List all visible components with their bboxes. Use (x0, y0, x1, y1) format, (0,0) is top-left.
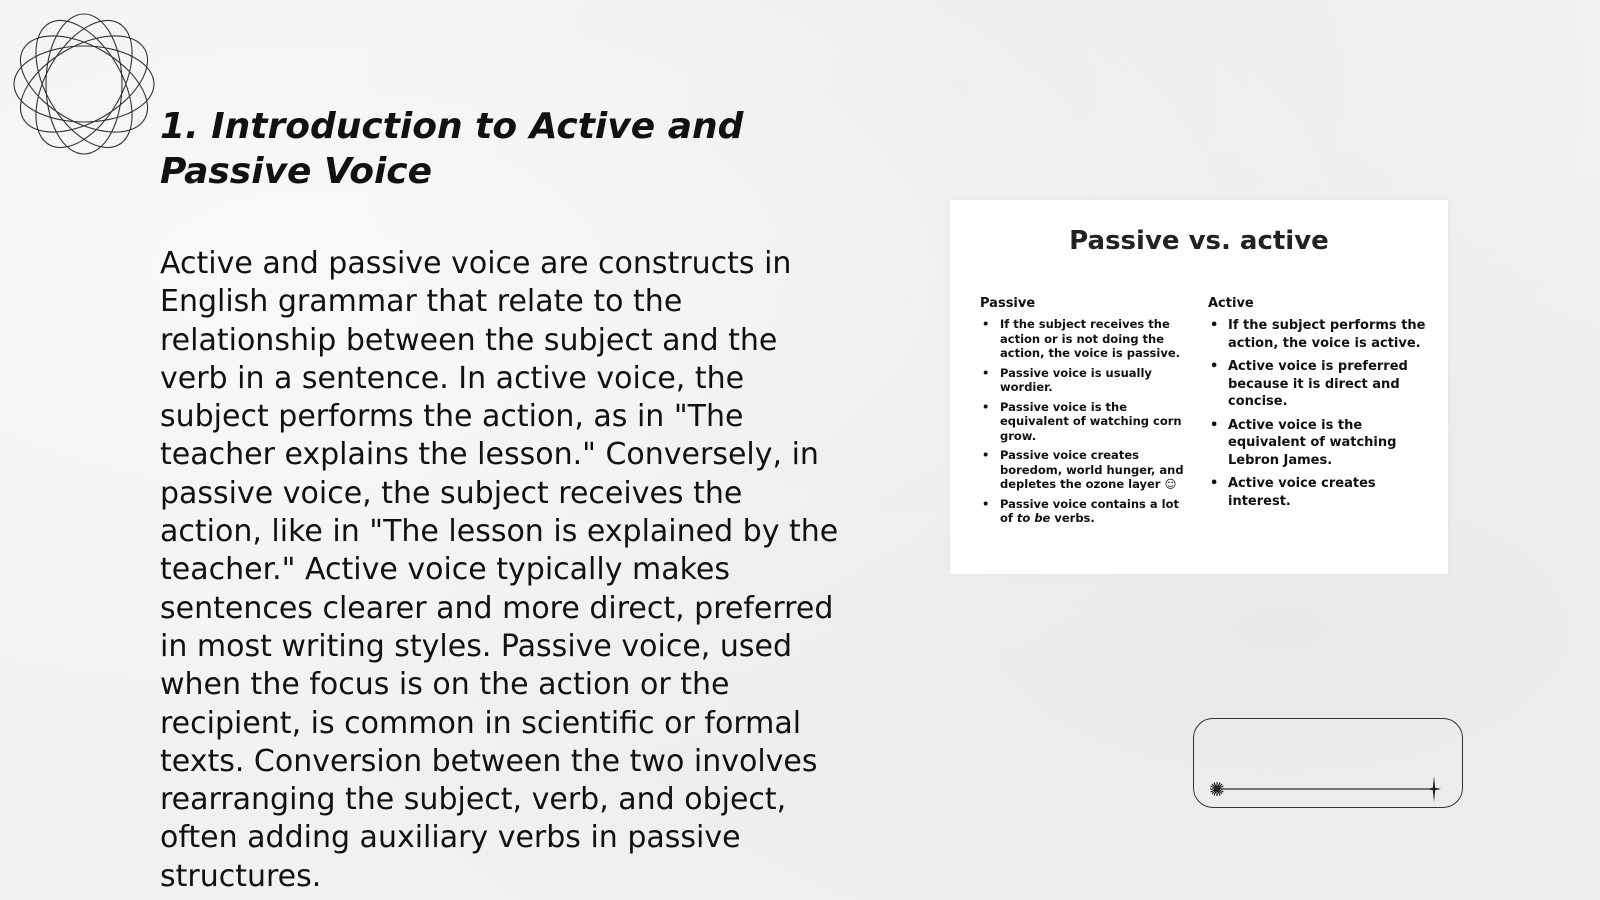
passive-list (980, 317, 1195, 526)
passive-item: • Passive voice creates boredom, world hunger, and depletes the ozone layer ☺ (980, 448, 1195, 492)
passive-item: • Passive voice is the equivalent of watching corn grow. (980, 400, 1195, 444)
active-column (1208, 296, 1433, 516)
progress-track (1194, 719, 1464, 809)
active-list (1208, 317, 1433, 510)
page-title: 1. Introduction to Active and Passive Voice (160, 106, 744, 192)
passive-column (980, 296, 1195, 531)
active-item: • Active voice creates interest. (1208, 475, 1433, 510)
passive-item: • Passive voice is usually wordier. (980, 366, 1195, 395)
body-paragraph: Active and passive voice are constructs in English grammar that relate to the relationship between the subject and the verb in a sentence. In active voice, the subject performs the action, as in "The teacher explains the lesson." Conversely, in passive voice, the subject receives the action, like in "The lesson is explained by the teacher." Active voice typically makes sentences clearer and more direct, preferred in most writing styles. Passive voice, used when the focus is on the action or the recipient, is common in scientific or formal texts. Conversion between the two involves rearranging the subject, verb, and object, often adding auxiliary verbs in passive structures. (160, 246, 839, 894)
passive-item: • Passive voice contains a lot of to be verbs. (980, 497, 1195, 526)
slide-title: Passive vs. active (1069, 226, 1329, 256)
passive-heading: Passive (980, 296, 1036, 311)
star-cross-icon (1427, 776, 1441, 802)
embedded-slide-image (950, 200, 1448, 574)
rosette-icon (10, 10, 158, 158)
passive-item: • If the subject receives the action or is not doing the action, the voice is passive. (980, 317, 1195, 361)
active-item: • If the subject performs the action, the voice is active. (1208, 317, 1433, 352)
sparkle-icon (1210, 782, 1224, 796)
active-item: • Active voice is the equivalent of watching Lebron James. (1208, 417, 1433, 470)
active-item: • Active voice is preferred because it is direct and concise. (1208, 358, 1433, 411)
slide-progress-indicator (1193, 718, 1463, 808)
active-heading: Active (1208, 296, 1254, 311)
